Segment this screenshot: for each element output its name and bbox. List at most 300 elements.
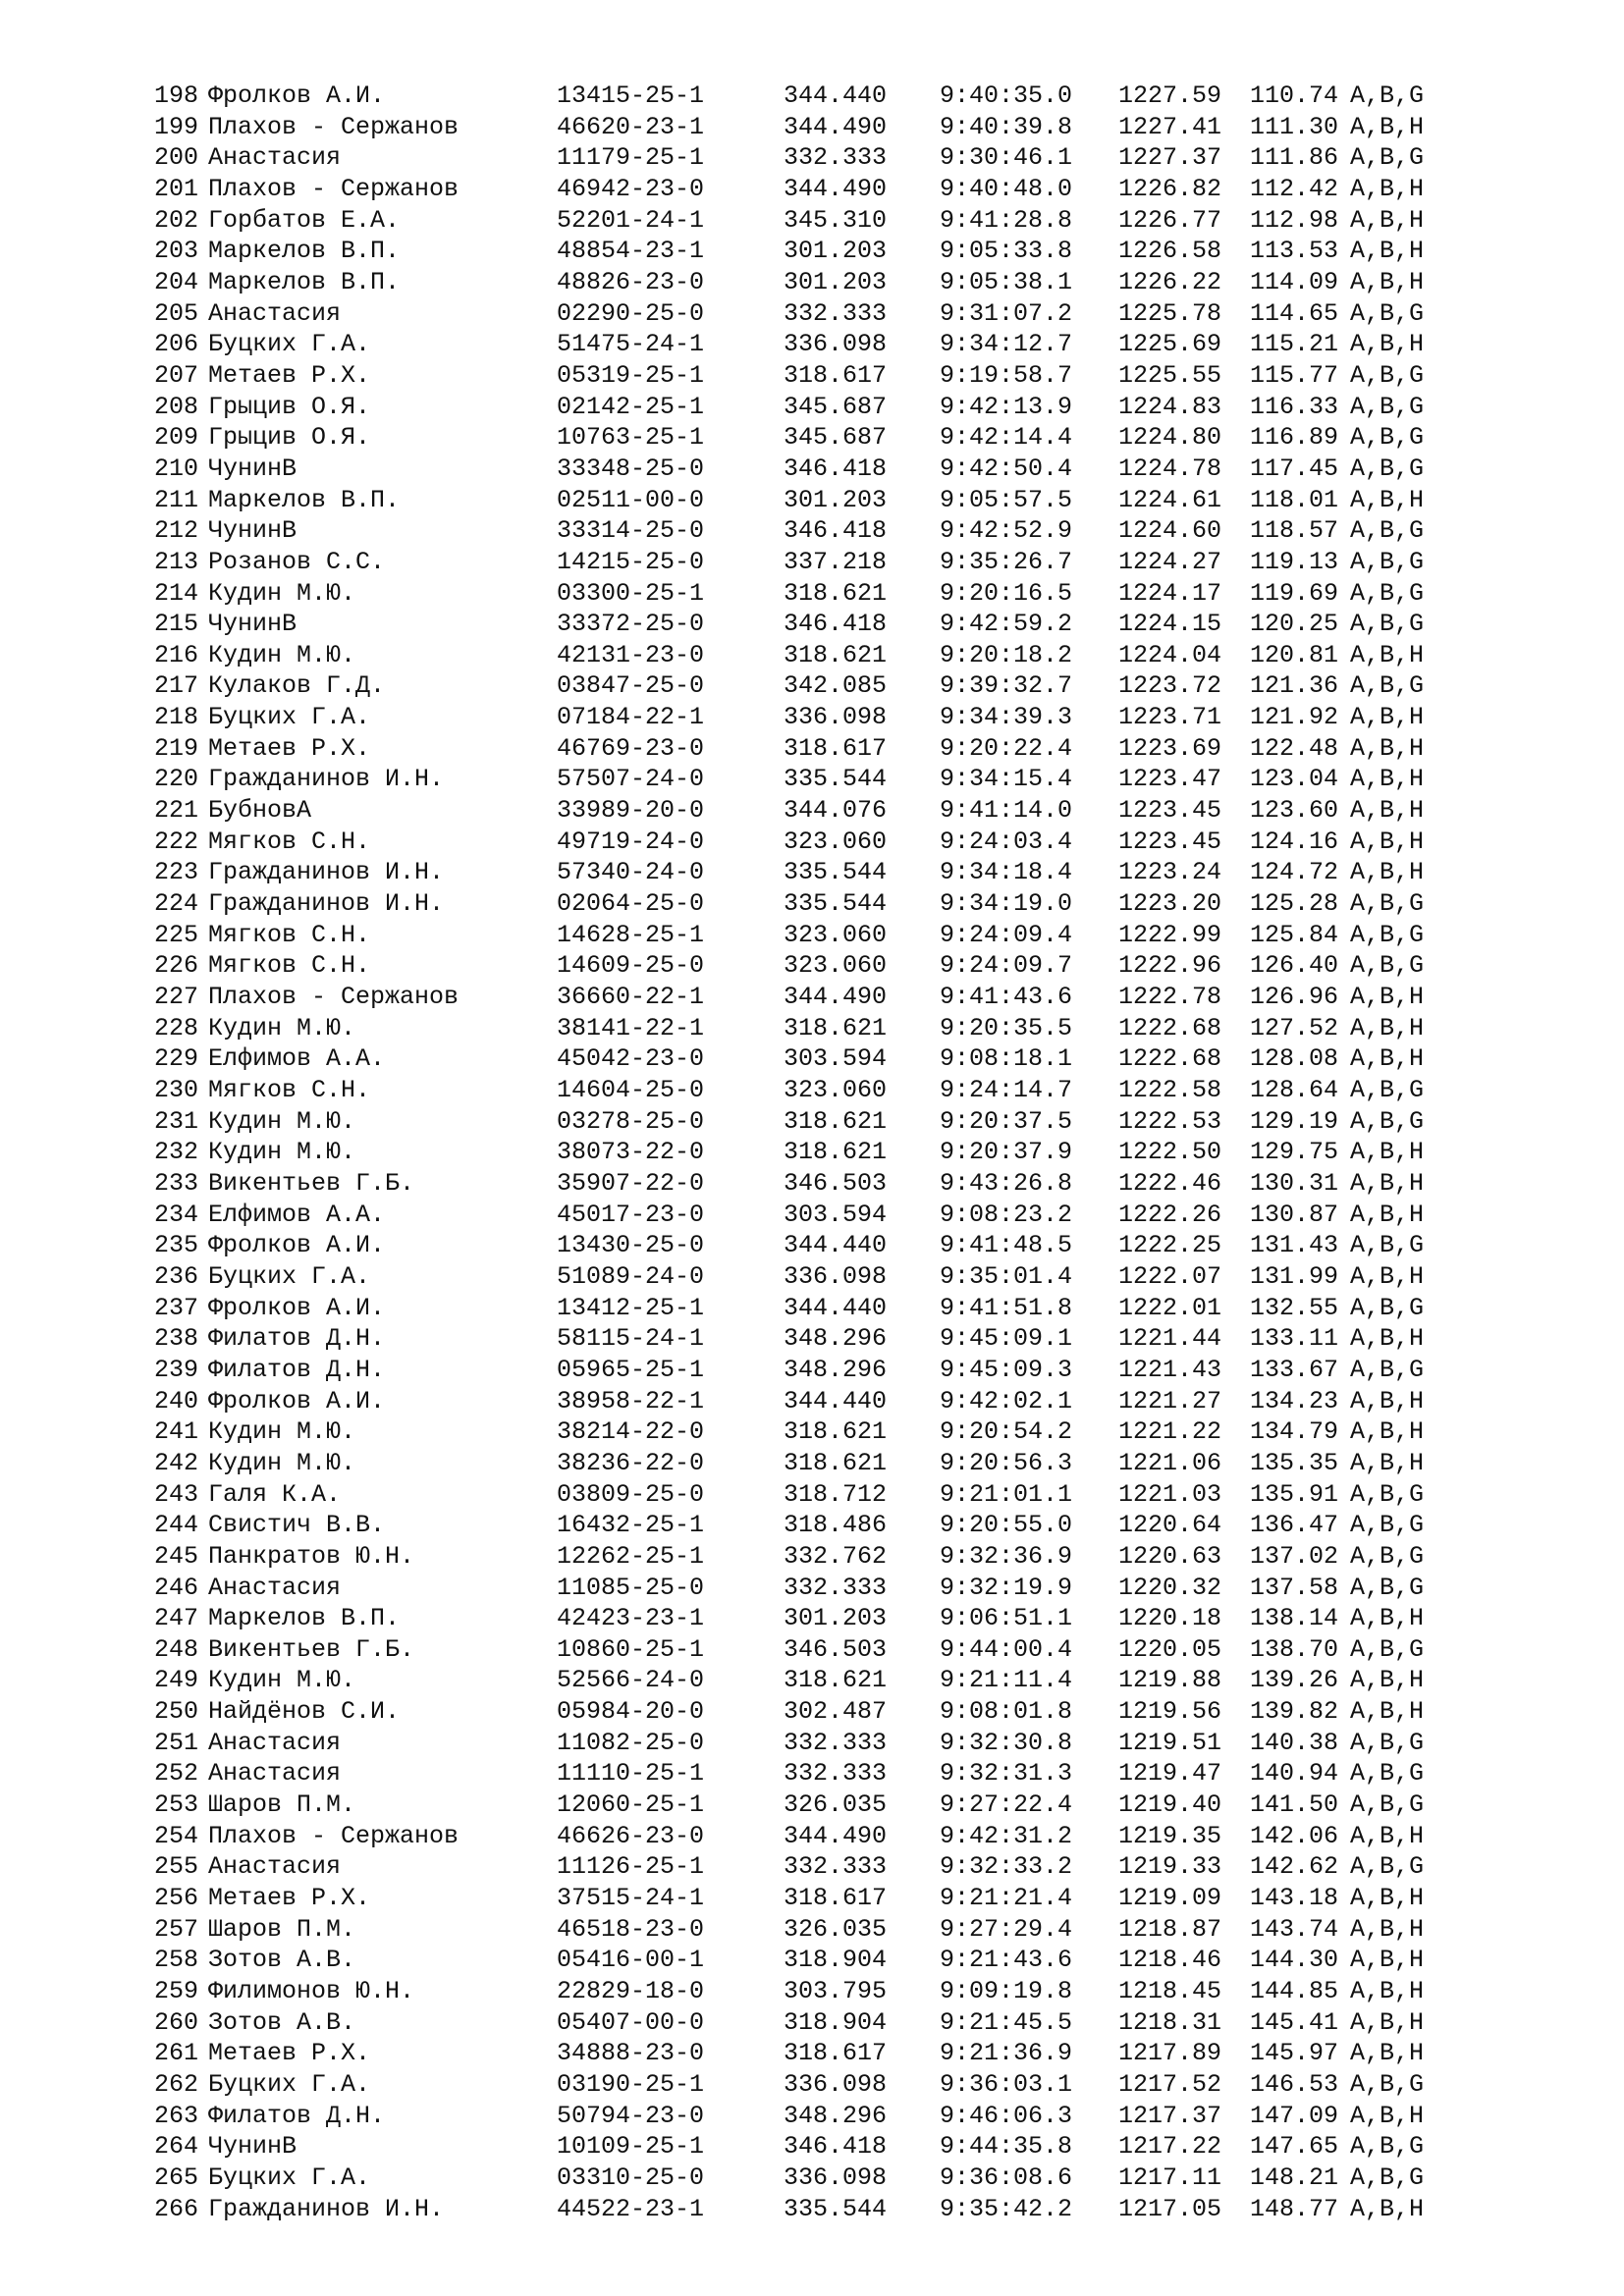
classes-cell: A,B,H [1350, 1977, 1425, 2006]
points-cell: 140.38 [1250, 1728, 1339, 1757]
arrival-time-cell: 9:21:11.4 [940, 1666, 1073, 1695]
distance-cell: 318.621 [784, 1013, 888, 1042]
arrival-time-cell: 9:20:35.5 [940, 1013, 1073, 1042]
classes-cell: A,B,G [1350, 1076, 1425, 1104]
distance-cell: 318.621 [784, 1138, 888, 1167]
rank-cell: 257 [153, 1914, 198, 1944]
distance-cell: 332.333 [784, 1728, 888, 1757]
fancier-name-cell: Кудин М.Ю. [208, 640, 356, 669]
distance-cell: 345.687 [784, 423, 888, 453]
fancier-name-cell: Анастасия [208, 298, 342, 328]
points-cell: 122.48 [1250, 733, 1339, 763]
rank-cell: 262 [153, 2070, 198, 2099]
arrival-time-cell: 9:34:19.0 [940, 889, 1073, 919]
ring-number-cell: 48854-23-1 [557, 237, 705, 266]
ring-number-cell: 12060-25-1 [557, 1790, 705, 1820]
points-cell: 111.86 [1250, 143, 1339, 173]
classes-cell: A,B,H [1350, 827, 1425, 856]
arrival-time-cell: 9:05:38.1 [940, 267, 1073, 296]
rank-cell: 252 [153, 1759, 198, 1789]
speed-cell: 1222.26 [1118, 1200, 1222, 1229]
classes-cell: A,B,H [1350, 1946, 1425, 1975]
table-row [0, 1200, 1624, 1231]
table-row [0, 609, 1624, 640]
classes-cell: A,B,H [1350, 1261, 1425, 1291]
ring-number-cell: 07184-22-1 [557, 703, 705, 732]
fancier-name-cell: Фролков А.И. [208, 1231, 386, 1260]
rank-cell: 205 [153, 298, 198, 328]
rank-cell: 230 [153, 1076, 198, 1104]
ring-number-cell: 14628-25-1 [557, 920, 705, 949]
classes-cell: A,B,G [1350, 1479, 1425, 1509]
points-cell: 147.09 [1250, 2101, 1339, 2130]
table-row [0, 1821, 1624, 1852]
rank-cell: 264 [153, 2132, 198, 2162]
classes-cell: A,B,H [1350, 1914, 1425, 1944]
speed-cell: 1217.11 [1118, 2163, 1222, 2192]
arrival-time-cell: 9:32:31.3 [940, 1759, 1073, 1789]
speed-cell: 1218.45 [1118, 1977, 1222, 2006]
classes-cell: A,B,G [1350, 2163, 1425, 2192]
arrival-time-cell: 9:24:09.7 [940, 951, 1073, 981]
arrival-time-cell: 9:21:01.1 [940, 1479, 1073, 1509]
arrival-time-cell: 9:20:55.0 [940, 1511, 1073, 1540]
speed-cell: 1223.45 [1118, 796, 1222, 826]
arrival-time-cell: 9:32:19.9 [940, 1573, 1073, 1602]
classes-cell: A,B,H [1350, 1386, 1425, 1415]
distance-cell: 318.904 [784, 2007, 888, 2037]
ring-number-cell: 33348-25-0 [557, 454, 705, 483]
distance-cell: 345.310 [784, 205, 888, 235]
ring-number-cell: 51475-24-1 [557, 330, 705, 359]
table-row [0, 702, 1624, 733]
ring-number-cell: 37515-24-1 [557, 1884, 705, 1913]
classes-cell: A,B,H [1350, 1884, 1425, 1913]
distance-cell: 318.712 [784, 1479, 888, 1509]
arrival-time-cell: 9:20:37.9 [940, 1138, 1073, 1167]
ring-number-cell: 05319-25-1 [557, 360, 705, 390]
speed-cell: 1222.68 [1118, 1013, 1222, 1042]
rank-cell: 222 [153, 827, 198, 856]
table-row [0, 2131, 1624, 2163]
arrival-time-cell: 9:42:52.9 [940, 516, 1073, 546]
classes-cell: A,B,H [1350, 2194, 1425, 2223]
fancier-name-cell: Кудин М.Ю. [208, 1417, 356, 1447]
fancier-name-cell: Буцких Г.А. [208, 703, 371, 732]
fancier-name-cell: Гражданинов И.Н. [208, 858, 445, 887]
arrival-time-cell: 9:35:26.7 [940, 547, 1073, 576]
ring-number-cell: 02511-00-0 [557, 485, 705, 514]
speed-cell: 1221.22 [1118, 1417, 1222, 1447]
ring-number-cell: 14215-25-0 [557, 547, 705, 576]
speed-cell: 1222.07 [1118, 1261, 1222, 1291]
classes-cell: A,B,G [1350, 1790, 1425, 1820]
fancier-name-cell: Плахов - Сержанов [208, 174, 460, 203]
distance-cell: 346.503 [784, 1168, 888, 1198]
table-row [0, 1634, 1624, 1666]
points-cell: 138.14 [1250, 1604, 1339, 1633]
rank-cell: 203 [153, 237, 198, 266]
distance-cell: 332.333 [784, 143, 888, 173]
distance-cell: 348.296 [784, 1324, 888, 1354]
arrival-time-cell: 9:24:09.4 [940, 920, 1073, 949]
ring-number-cell: 50794-23-0 [557, 2101, 705, 2130]
table-row [0, 982, 1624, 1013]
points-cell: 121.36 [1250, 671, 1339, 701]
ring-number-cell: 02142-25-1 [557, 392, 705, 421]
fancier-name-cell: Буцких Г.А. [208, 1261, 371, 1291]
rank-cell: 199 [153, 112, 198, 141]
speed-cell: 1226.82 [1118, 174, 1222, 203]
rank-cell: 198 [153, 81, 198, 110]
arrival-time-cell: 9:43:26.8 [940, 1168, 1073, 1198]
points-cell: 116.89 [1250, 423, 1339, 453]
distance-cell: 344.440 [784, 81, 888, 110]
speed-cell: 1220.63 [1118, 1541, 1222, 1571]
ring-number-cell: 03847-25-0 [557, 671, 705, 701]
fancier-name-cell: Викентьев Г.Б. [208, 1168, 415, 1198]
table-row [0, 1945, 1624, 1976]
rank-cell: 217 [153, 671, 198, 701]
ring-number-cell: 34888-23-0 [557, 2039, 705, 2068]
rank-cell: 261 [153, 2039, 198, 2068]
fancier-name-cell: Плахов - Сержанов [208, 983, 460, 1012]
distance-cell: 301.203 [784, 267, 888, 296]
rank-cell: 254 [153, 1821, 198, 1850]
ring-number-cell: 46620-23-1 [557, 112, 705, 141]
fancier-name-cell: Елфимов А.А. [208, 1200, 386, 1229]
distance-cell: 301.203 [784, 237, 888, 266]
table-row [0, 1106, 1624, 1138]
fancier-name-cell: Шаров П.М. [208, 1790, 356, 1820]
fancier-name-cell: Анастасия [208, 1852, 342, 1882]
arrival-time-cell: 9:40:35.0 [940, 81, 1073, 110]
table-row [0, 1230, 1624, 1261]
arrival-time-cell: 9:32:30.8 [940, 1728, 1073, 1757]
ring-number-cell: 46769-23-0 [557, 733, 705, 763]
speed-cell: 1223.69 [1118, 733, 1222, 763]
classes-cell: A,B,H [1350, 1013, 1425, 1042]
points-cell: 147.65 [1250, 2132, 1339, 2162]
ring-number-cell: 46942-23-0 [557, 174, 705, 203]
fancier-name-cell: ЧунинВ [208, 454, 298, 483]
classes-cell: A,B,H [1350, 174, 1425, 203]
classes-cell: A,B,G [1350, 1293, 1425, 1322]
arrival-time-cell: 9:20:16.5 [940, 578, 1073, 608]
points-cell: 132.55 [1250, 1293, 1339, 1322]
distance-cell: 326.035 [784, 1914, 888, 1944]
speed-cell: 1221.44 [1118, 1324, 1222, 1354]
table-row [0, 142, 1624, 174]
distance-cell: 326.035 [784, 1790, 888, 1820]
distance-cell: 348.296 [784, 1355, 888, 1384]
classes-cell: A,B,H [1350, 485, 1425, 514]
arrival-time-cell: 9:42:59.2 [940, 610, 1073, 639]
fancier-name-cell: Мягков С.Н. [208, 920, 371, 949]
ring-number-cell: 36660-22-1 [557, 983, 705, 1012]
points-cell: 145.97 [1250, 2039, 1339, 2068]
fancier-name-cell: Кудин М.Ю. [208, 1448, 356, 1477]
arrival-time-cell: 9:27:29.4 [940, 1914, 1073, 1944]
table-row [0, 1914, 1624, 1946]
speed-cell: 1226.22 [1118, 267, 1222, 296]
points-cell: 129.19 [1250, 1106, 1339, 1136]
fancier-name-cell: Зотов А.В. [208, 2007, 356, 2037]
distance-cell: 318.621 [784, 1448, 888, 1477]
speed-cell: 1221.06 [1118, 1448, 1222, 1477]
distance-cell: 344.440 [784, 1293, 888, 1322]
table-row [0, 795, 1624, 827]
classes-cell: A,B,H [1350, 2039, 1425, 2068]
ring-number-cell: 22829-18-0 [557, 1977, 705, 2006]
points-cell: 148.21 [1250, 2163, 1339, 2192]
classes-cell: A,B,G [1350, 454, 1425, 483]
fancier-name-cell: Панкратов Ю.Н. [208, 1541, 415, 1571]
classes-cell: A,B,H [1350, 1666, 1425, 1695]
distance-cell: 335.544 [784, 858, 888, 887]
speed-cell: 1223.45 [1118, 827, 1222, 856]
ring-number-cell: 10763-25-1 [557, 423, 705, 453]
ring-number-cell: 57507-24-0 [557, 765, 705, 794]
table-row [0, 1976, 1624, 2007]
speed-cell: 1223.47 [1118, 765, 1222, 794]
distance-cell: 344.490 [784, 1821, 888, 1850]
points-cell: 126.96 [1250, 983, 1339, 1012]
speed-cell: 1218.87 [1118, 1914, 1222, 1944]
arrival-time-cell: 9:08:18.1 [940, 1044, 1073, 1074]
fancier-name-cell: ЧунинВ [208, 2132, 298, 2162]
speed-cell: 1222.25 [1118, 1231, 1222, 1260]
arrival-time-cell: 9:41:14.0 [940, 796, 1073, 826]
classes-cell: A,B,H [1350, 1138, 1425, 1167]
speed-cell: 1223.24 [1118, 858, 1222, 887]
speed-cell: 1224.04 [1118, 640, 1222, 669]
ring-number-cell: 44522-23-1 [557, 2194, 705, 2223]
arrival-time-cell: 9:21:45.5 [940, 2007, 1073, 2037]
classes-cell: A,B,G [1350, 1852, 1425, 1882]
ring-number-cell: 42131-23-0 [557, 640, 705, 669]
rank-cell: 212 [153, 516, 198, 546]
arrival-time-cell: 9:27:22.4 [940, 1790, 1073, 1820]
classes-cell: A,B,G [1350, 516, 1425, 546]
fancier-name-cell: Фролков А.И. [208, 1293, 386, 1322]
distance-cell: 323.060 [784, 1076, 888, 1104]
classes-cell: A,B,G [1350, 1634, 1425, 1664]
rank-cell: 227 [153, 983, 198, 1012]
table-row [0, 1541, 1624, 1573]
ring-number-cell: 11126-25-1 [557, 1852, 705, 1882]
distance-cell: 345.687 [784, 392, 888, 421]
ring-number-cell: 33989-20-0 [557, 796, 705, 826]
table-row [0, 2007, 1624, 2039]
distance-cell: 348.296 [784, 2101, 888, 2130]
classes-cell: A,B,H [1350, 703, 1425, 732]
fancier-name-cell: Филатов Д.Н. [208, 1355, 386, 1384]
rank-cell: 260 [153, 2007, 198, 2037]
fancier-name-cell: Метаев Р.Х. [208, 360, 371, 390]
points-cell: 140.94 [1250, 1759, 1339, 1789]
arrival-time-cell: 9:35:01.4 [940, 1261, 1073, 1291]
speed-cell: 1221.03 [1118, 1479, 1222, 1509]
points-cell: 115.77 [1250, 360, 1339, 390]
rank-cell: 249 [153, 1666, 198, 1695]
points-cell: 124.16 [1250, 827, 1339, 856]
fancier-name-cell: Плахов - Сержанов [208, 112, 460, 141]
points-cell: 133.67 [1250, 1355, 1339, 1384]
ring-number-cell: 45017-23-0 [557, 1200, 705, 1229]
points-cell: 142.62 [1250, 1852, 1339, 1882]
classes-cell: A,B,H [1350, 112, 1425, 141]
rank-cell: 233 [153, 1168, 198, 1198]
ring-number-cell: 03310-25-0 [557, 2163, 705, 2192]
ring-number-cell: 11110-25-1 [557, 1759, 705, 1789]
speed-cell: 1220.18 [1118, 1604, 1222, 1633]
speed-cell: 1222.68 [1118, 1044, 1222, 1074]
speed-cell: 1218.31 [1118, 2007, 1222, 2037]
speed-cell: 1226.77 [1118, 205, 1222, 235]
speed-cell: 1225.55 [1118, 360, 1222, 390]
distance-cell: 336.098 [784, 1261, 888, 1291]
ring-number-cell: 11179-25-1 [557, 143, 705, 173]
rank-cell: 204 [153, 267, 198, 296]
ring-number-cell: 16432-25-1 [557, 1511, 705, 1540]
table-row [0, 1479, 1624, 1511]
fancier-name-cell: Филатов Д.Н. [208, 2101, 386, 2130]
fancier-name-cell: Кудин М.Ю. [208, 578, 356, 608]
arrival-time-cell: 9:30:46.1 [940, 143, 1073, 173]
distance-cell: 318.621 [784, 1417, 888, 1447]
distance-cell: 318.621 [784, 1106, 888, 1136]
fancier-name-cell: Буцких Г.А. [208, 2163, 371, 2192]
table-row [0, 1851, 1624, 1883]
ring-number-cell: 05416-00-1 [557, 1946, 705, 1975]
fancier-name-cell: Гражданинов И.Н. [208, 2194, 445, 2223]
table-row [0, 2038, 1624, 2069]
rank-cell: 200 [153, 143, 198, 173]
rank-cell: 208 [153, 392, 198, 421]
table-row [0, 1013, 1624, 1044]
table-row [0, 2163, 1624, 2194]
distance-cell: 318.486 [784, 1511, 888, 1540]
ring-number-cell: 02290-25-0 [557, 298, 705, 328]
distance-cell: 323.060 [784, 951, 888, 981]
table-row [0, 920, 1624, 951]
speed-cell: 1224.17 [1118, 578, 1222, 608]
speed-cell: 1227.41 [1118, 112, 1222, 141]
points-cell: 112.98 [1250, 205, 1339, 235]
fancier-name-cell: Галя К.А. [208, 1479, 342, 1509]
distance-cell: 344.076 [784, 796, 888, 826]
fancier-name-cell: Мягков С.Н. [208, 951, 371, 981]
distance-cell: 336.098 [784, 2163, 888, 2192]
ring-number-cell: 51089-24-0 [557, 1261, 705, 1291]
arrival-time-cell: 9:20:54.2 [940, 1417, 1073, 1447]
rank-cell: 218 [153, 703, 198, 732]
classes-cell: A,B,H [1350, 796, 1425, 826]
arrival-time-cell: 9:36:03.1 [940, 2070, 1073, 2099]
speed-cell: 1227.59 [1118, 81, 1222, 110]
table-row [0, 670, 1624, 702]
speed-cell: 1226.58 [1118, 237, 1222, 266]
rank-cell: 215 [153, 610, 198, 639]
speed-cell: 1224.60 [1118, 516, 1222, 546]
classes-cell: A,B,G [1350, 360, 1425, 390]
speed-cell: 1222.46 [1118, 1168, 1222, 1198]
rank-cell: 211 [153, 485, 198, 514]
rank-cell: 243 [153, 1479, 198, 1509]
classes-cell: A,B,G [1350, 392, 1425, 421]
table-row [0, 1696, 1624, 1728]
speed-cell: 1224.78 [1118, 454, 1222, 483]
ring-number-cell: 05407-00-0 [557, 2007, 705, 2037]
table-row [0, 1043, 1624, 1075]
fancier-name-cell: Гражданинов И.Н. [208, 765, 445, 794]
points-cell: 127.52 [1250, 1013, 1339, 1042]
speed-cell: 1219.47 [1118, 1759, 1222, 1789]
classes-cell: A,B,H [1350, 765, 1425, 794]
classes-cell: A,B,G [1350, 2132, 1425, 2162]
rank-cell: 214 [153, 578, 198, 608]
ring-number-cell: 38141-22-1 [557, 1013, 705, 1042]
ring-number-cell: 13430-25-0 [557, 1231, 705, 1260]
rank-cell: 207 [153, 360, 198, 390]
points-cell: 146.53 [1250, 2070, 1339, 2099]
fancier-name-cell: Маркелов В.П. [208, 237, 401, 266]
arrival-time-cell: 9:35:42.2 [940, 2194, 1073, 2223]
speed-cell: 1225.78 [1118, 298, 1222, 328]
distance-cell: 336.098 [784, 703, 888, 732]
rank-cell: 209 [153, 423, 198, 453]
table-row [0, 267, 1624, 298]
arrival-time-cell: 9:36:08.6 [940, 2163, 1073, 2192]
arrival-time-cell: 9:21:21.4 [940, 1884, 1073, 1913]
speed-cell: 1224.61 [1118, 485, 1222, 514]
classes-cell: A,B,G [1350, 1231, 1425, 1260]
results-list [0, 80, 1624, 2224]
arrival-time-cell: 9:45:09.1 [940, 1324, 1073, 1354]
speed-cell: 1221.27 [1118, 1386, 1222, 1415]
ring-number-cell: 11085-25-0 [557, 1573, 705, 1602]
classes-cell: A,B,G [1350, 2070, 1425, 2099]
points-cell: 118.01 [1250, 485, 1339, 514]
speed-cell: 1224.80 [1118, 423, 1222, 453]
points-cell: 129.75 [1250, 1138, 1339, 1167]
fancier-name-cell: Кудин М.Ю. [208, 1106, 356, 1136]
table-row [0, 1416, 1624, 1448]
distance-cell: 346.418 [784, 2132, 888, 2162]
speed-cell: 1224.15 [1118, 610, 1222, 639]
table-row [0, 2101, 1624, 2132]
distance-cell: 332.333 [784, 1759, 888, 1789]
distance-cell: 344.490 [784, 983, 888, 1012]
classes-cell: A,B,H [1350, 205, 1425, 235]
classes-cell: A,B,G [1350, 143, 1425, 173]
table-row [0, 640, 1624, 671]
rank-cell: 259 [153, 1977, 198, 2006]
table-row [0, 454, 1624, 485]
points-cell: 138.70 [1250, 1634, 1339, 1664]
ring-number-cell: 03278-25-0 [557, 1106, 705, 1136]
fancier-name-cell: Мягков С.Н. [208, 827, 371, 856]
ring-number-cell: 05965-25-1 [557, 1355, 705, 1384]
classes-cell: A,B,G [1350, 1511, 1425, 1540]
ring-number-cell: 13412-25-1 [557, 1293, 705, 1322]
fancier-name-cell: Филимонов Ю.Н. [208, 1977, 415, 2006]
distance-cell: 318.621 [784, 640, 888, 669]
fancier-name-cell: Мягков С.Н. [208, 1076, 371, 1104]
points-cell: 113.53 [1250, 237, 1339, 266]
points-cell: 137.02 [1250, 1541, 1339, 1571]
